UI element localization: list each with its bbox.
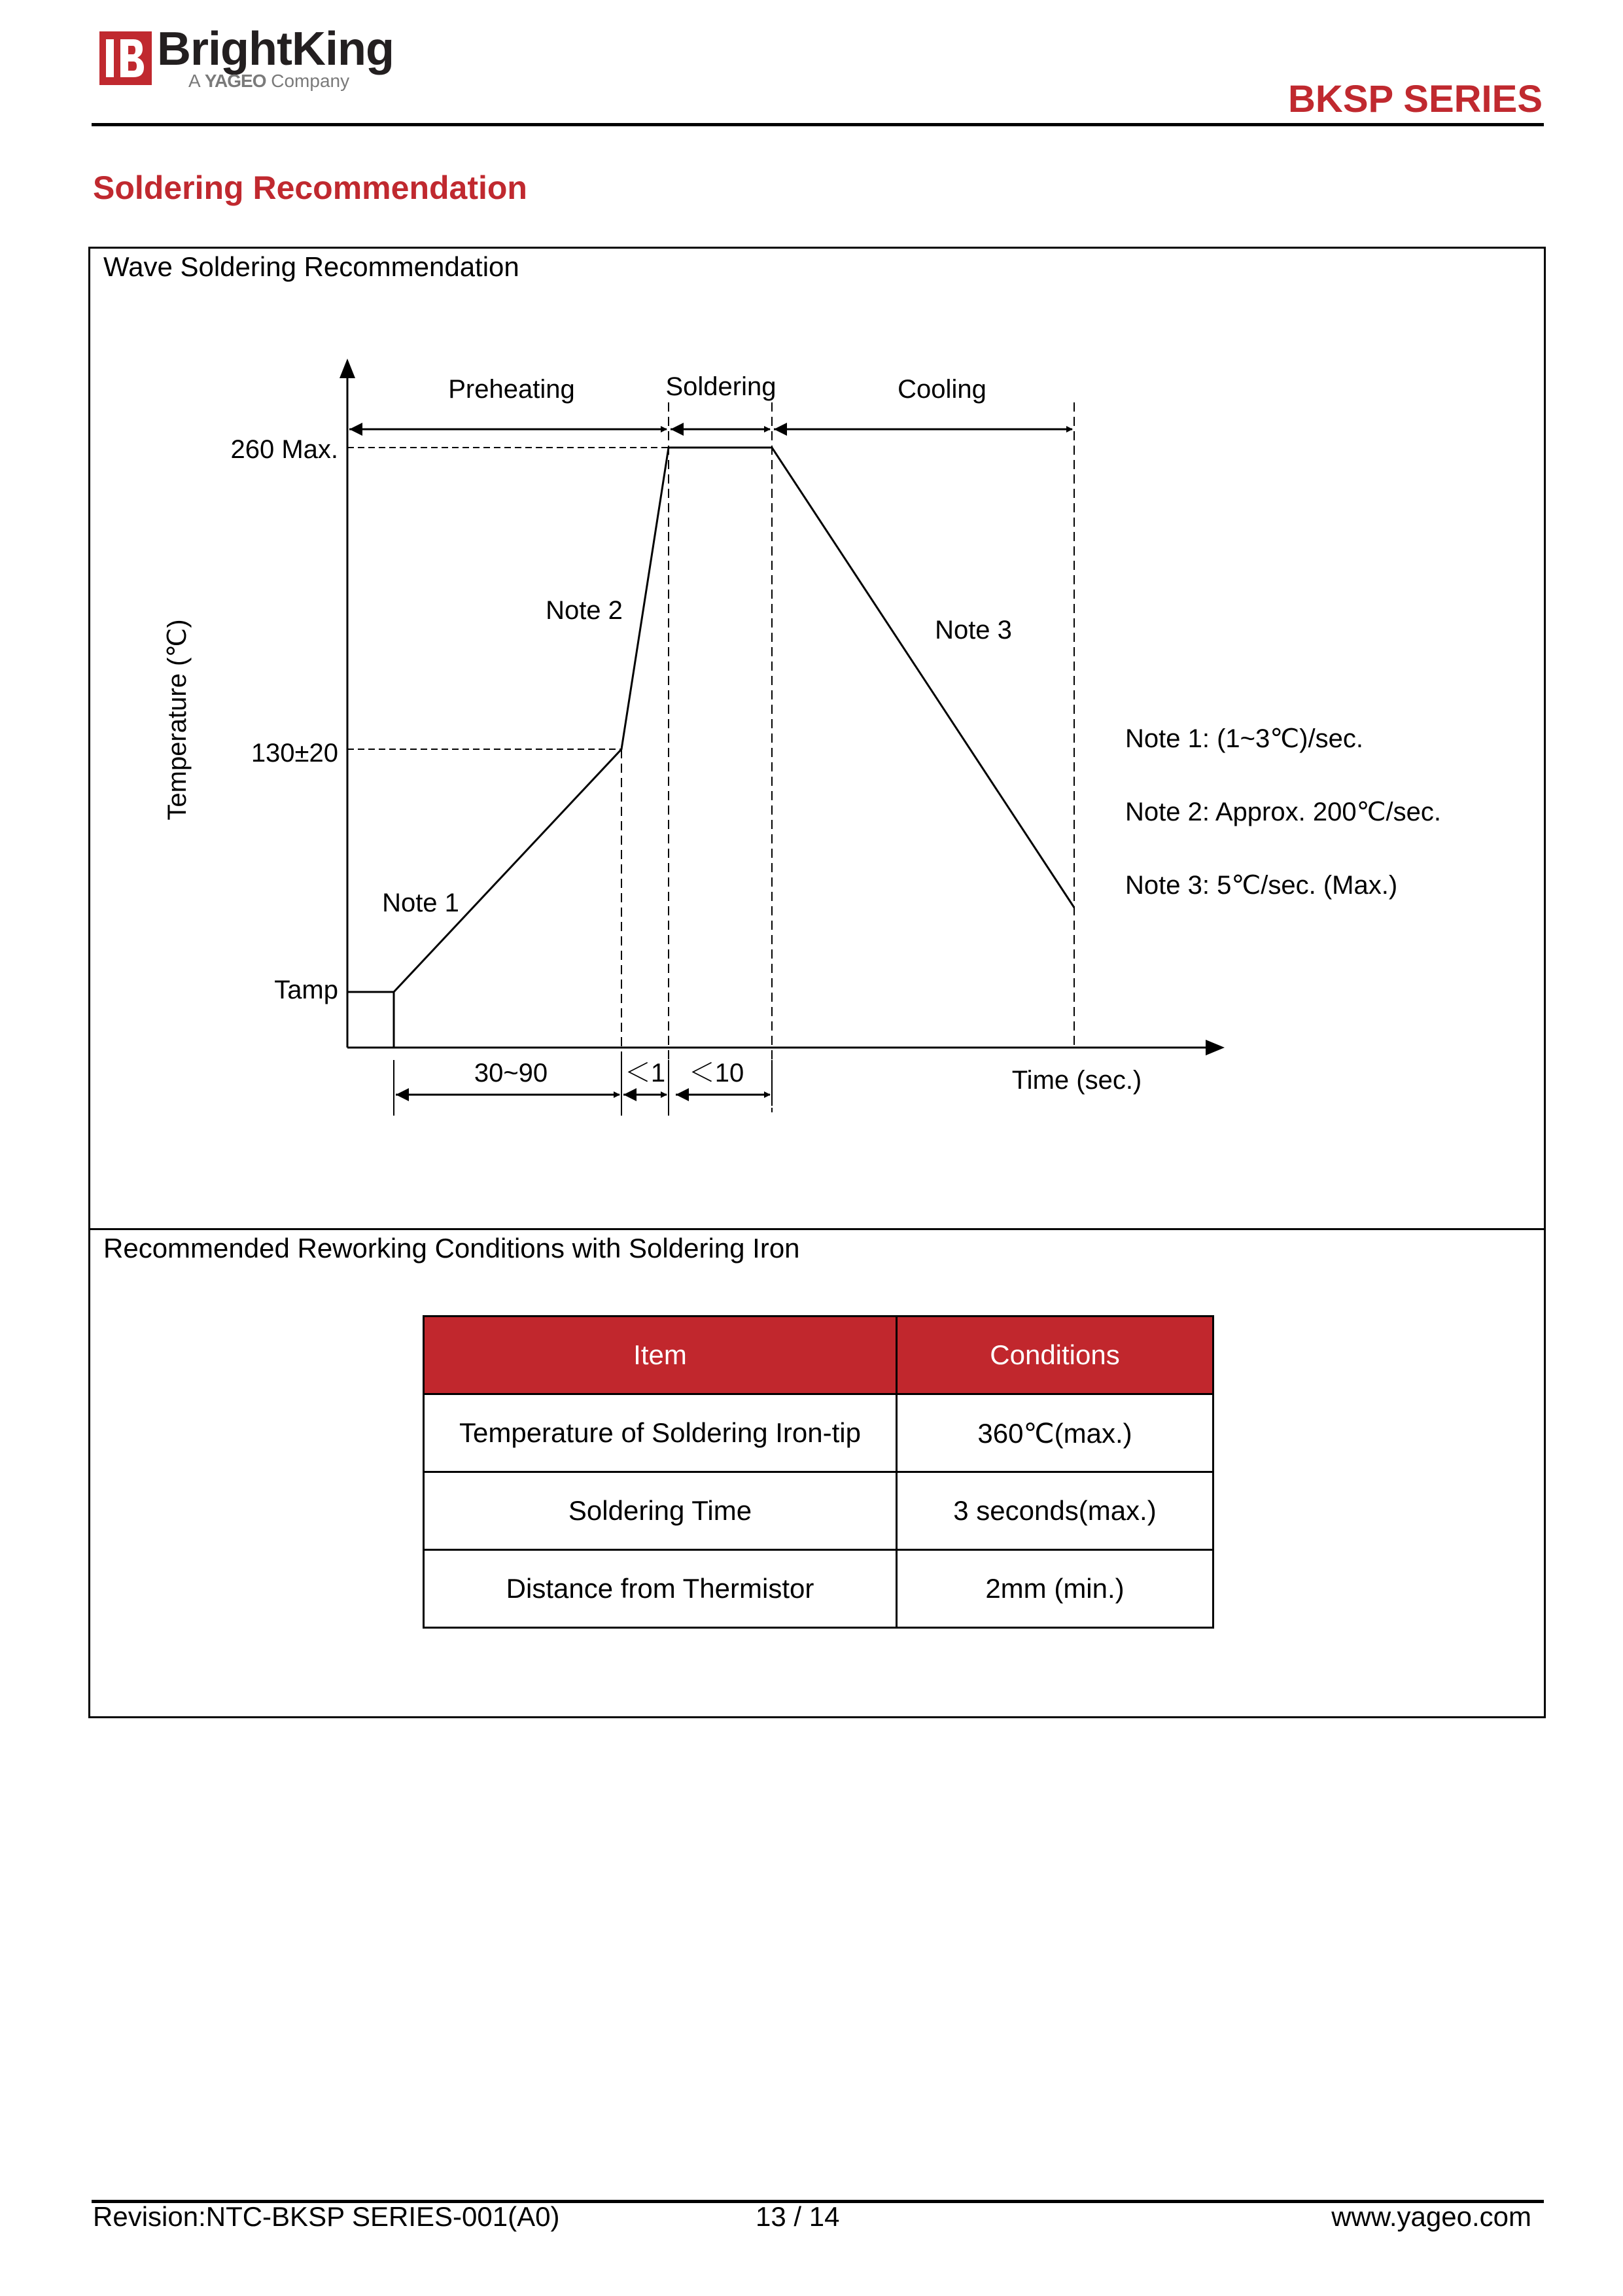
note-1: Note 1: (1~3℃)/sec. — [1125, 724, 1363, 753]
rework-conditions-table — [423, 1315, 1214, 1629]
column-header-item: Item — [424, 1316, 897, 1394]
series-title: BKSP SERIES — [1288, 78, 1543, 120]
y-tick-130: 130±20 — [251, 739, 338, 768]
column-header-conditions: Conditions — [897, 1316, 1213, 1394]
logo-tagline-prefix: A — [188, 71, 200, 91]
y-tick-260: 260 Max. — [230, 435, 338, 464]
wave-soldering-title: Wave Soldering Recommendation — [103, 251, 519, 282]
phase-label-cooling: Cooling — [898, 375, 986, 404]
interval-label-lt10: ＜10 — [688, 1059, 744, 1087]
x-axis-arrow-icon — [1206, 1040, 1225, 1055]
table-header-row — [424, 1316, 1213, 1394]
y-axis-arrow-icon — [340, 359, 355, 378]
cell-item: Distance from Thermistor — [424, 1550, 897, 1628]
phase-label-preheating: Preheating — [448, 375, 575, 404]
footer-website[interactable]: www.yageo.com — [1331, 2201, 1531, 2232]
cell-condition: 2mm (min.) — [897, 1550, 1213, 1628]
note-2: Note 2: Approx. 200℃/sec. — [1125, 798, 1441, 826]
rework-title: Recommended Reworking Conditions with Soldering Iron — [103, 1233, 800, 1263]
phase-label-soldering: Soldering — [665, 372, 777, 401]
page-title: Soldering Recommendation — [93, 169, 527, 206]
segment-label-note2: Note 2 — [546, 596, 623, 625]
table-row — [424, 1394, 1213, 1472]
y-axis-label: Temperature (℃) — [163, 619, 192, 821]
footer-revision: Revision:NTC-BKSP SERIES-001(A0) — [93, 2201, 560, 2232]
temperature-profile-curve — [394, 448, 1074, 992]
x-axis-label: Time (sec.) — [1011, 1066, 1142, 1095]
interval-label-lt1: ＜1 — [624, 1059, 666, 1087]
cell-condition: 360℃(max.) — [897, 1394, 1213, 1472]
logo-tagline-brand: YAGEO — [204, 71, 266, 91]
temperature-profile-line — [347, 992, 394, 1048]
table-row — [424, 1550, 1213, 1628]
segment-label-note3: Note 3 — [935, 616, 1012, 645]
logo-tagline-suffix: Company — [271, 71, 350, 91]
cell-item: Temperature of Soldering Iron-tip — [424, 1394, 897, 1472]
cell-condition: 3 seconds(max.) — [897, 1472, 1213, 1550]
y-tick-tamp: Tamp — [274, 976, 338, 1004]
section-divider — [88, 1228, 1546, 1230]
table-row — [424, 1472, 1213, 1550]
logo-wordmark: BrightKing — [157, 23, 394, 75]
footer-page-number: 13 / 14 — [756, 2201, 840, 2232]
interval-label-30-90: 30~90 — [474, 1059, 548, 1087]
note-3: Note 3: 5℃/sec. (Max.) — [1125, 871, 1398, 900]
segment-label-note1: Note 1 — [382, 889, 459, 917]
cell-item: Soldering Time — [424, 1472, 897, 1550]
